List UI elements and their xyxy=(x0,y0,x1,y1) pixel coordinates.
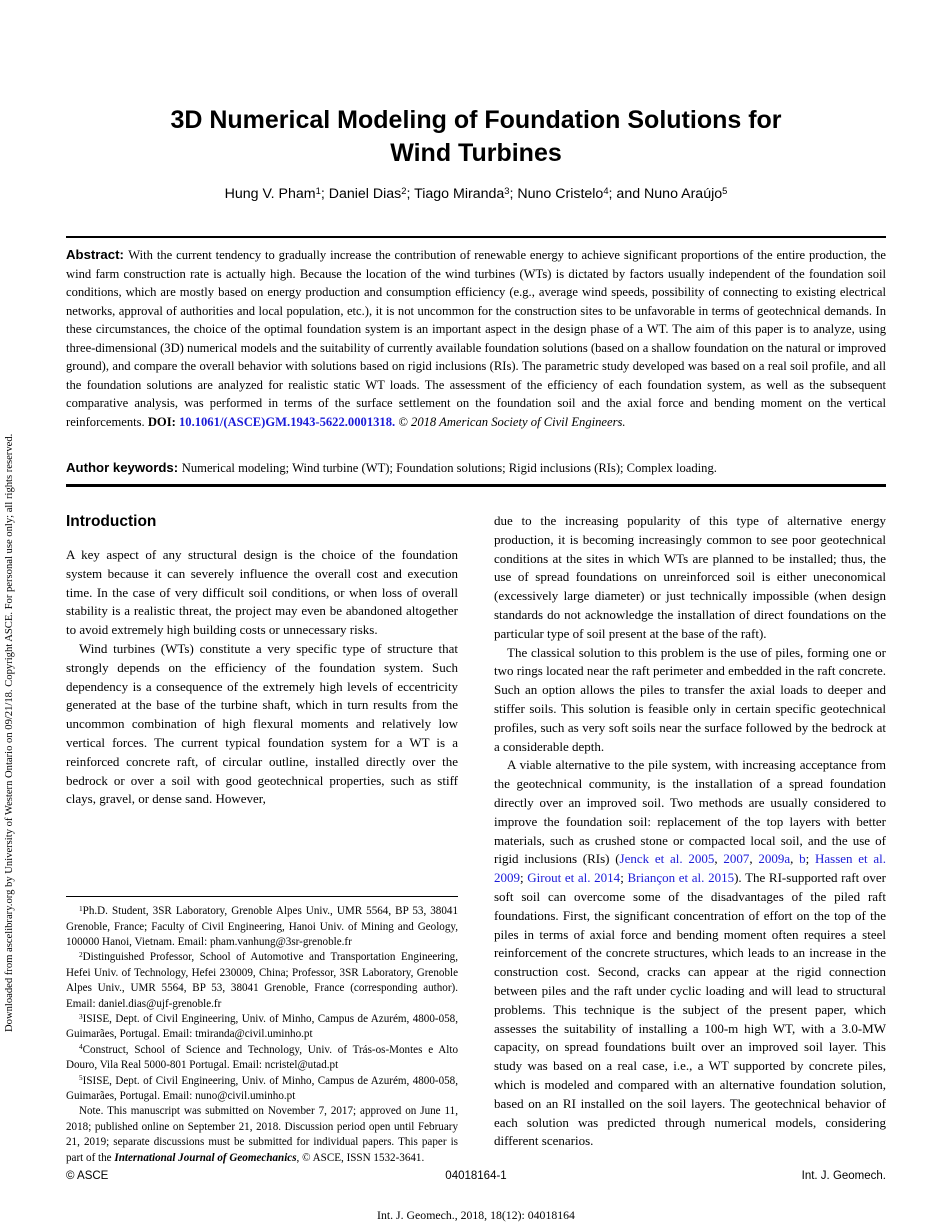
citation-line: Int. J. Geomech., 2018, 18(12): 04018164 xyxy=(377,1208,575,1222)
intro-paragraph-2: Wind turbines (WTs) constitute a very specific type of structure that strongly depends on the efficiency of the foundation system. Such dependency is a consequence of the extremely high levels of eccentricity generated at the base of the turbine shaft, which in turn results from the uncommon combination of high flexural moments and relatively low vertical forces. The current typical foundation system for a WT is a reinforced concrete raft, of circular outline, installed directly over the bedrock or over a soil with good geotechnical properties, such as stiff clays, gravel, or dense sand. However, xyxy=(66,640,458,807)
superscript: 3 xyxy=(79,1011,83,1021)
divider-below-keywords xyxy=(66,484,886,487)
text-run: ; xyxy=(805,851,815,867)
footnote-2 xyxy=(66,950,458,1012)
text-run: International Journal of Geomechanics xyxy=(114,1151,297,1164)
text-run: , xyxy=(714,851,724,867)
footnote-4 xyxy=(66,1043,458,1074)
footer-page-number: 04018164-1 xyxy=(445,1170,507,1182)
text-run: ; xyxy=(620,870,628,886)
text-run: ; xyxy=(520,870,528,886)
text-run: © 2018 American Society of Civil Engineers. xyxy=(395,414,626,429)
section-heading-introduction: Introduction xyxy=(66,513,157,530)
footnote-3 xyxy=(66,1012,458,1043)
paper-title xyxy=(66,104,886,170)
text-run: A viable alternative to the pile system, with increasing acceptance from the geotechnical community, is the installation of a spread foundation directly over an improved soil. Two methods are usually considered to improve the foundation soil: replacement of the top layers with better materials, such as crushed stone or compacted local soil, and the use of rigid inclusions (RIs) ( xyxy=(494,757,886,867)
footnote-5 xyxy=(66,1074,458,1105)
page-footer xyxy=(66,1170,886,1186)
download-notice-sidebar: Downloaded from ascelibrary.org by University of Western Ontario on 09/21/18. Copyright ASCE. For personal use only; all rights reserved. xyxy=(4,433,15,1032)
citation-link[interactable]: Girout et al. 2014 xyxy=(527,870,621,886)
body-paragraph-classical-solution: The classical solution to this problem is the use of piles, forming one or two rings located near the raft perimeter and embedded in the raft concrete. Such an option allows the piles to transfer the axial loads to deeper and stiffer soils. This solution is feasible only in certain specific geotechnical profiles, such as very soft soils near the surface followed by the bedrock at a considerable depth. xyxy=(494,644,886,754)
text-run: Ph.D. Student, 3SR Laboratory, Grenoble Alpes Univ., UMR 5564, BP 53, 38041 Grenoble, France; Faculty of Civil Engineering, Hanoi Univ. of Mining and Geology, 100000 Hanoi, Vietnam. Email: pham.vanhung@3sr-grenoble.fr xyxy=(66,905,458,948)
footnotes-block xyxy=(66,896,458,1166)
text-run: DOI: xyxy=(147,414,179,429)
left-column xyxy=(66,512,458,809)
citation-link[interactable]: 2007 xyxy=(723,851,750,867)
text-run: ISISE, Dept. of Civil Engineering, Univ. of Minho, Campus de Azurém, 4800-058, Guimarães, Portugal. Email: nuno@civil.uminho.pt xyxy=(66,1074,458,1102)
text-run: Distinguished Professor, School of Automotive and Transportation Engineering, Hefei Univ. of Technology, Hefei 230009, China; Professor, 3SR Laboratory, Grenoble Alpes Univ., UMR 5564, BP 53, 38041 Grenoble, France (corresponding author). Email: daniel.dias@ujf-grenoble.fr xyxy=(66,951,458,1010)
text-run: Hung V. Pham xyxy=(224,186,316,202)
abstract-paragraph xyxy=(66,246,886,431)
citation-link[interactable]: b xyxy=(799,851,806,867)
author-keywords xyxy=(66,459,886,477)
text-run: ; Tiago Miranda xyxy=(406,186,505,202)
footer-copyright: © ASCE xyxy=(66,1170,109,1182)
right-column xyxy=(494,512,886,1151)
text-run: Abstract: xyxy=(66,247,129,262)
superscript: 4 xyxy=(79,1042,83,1052)
superscript: 5 xyxy=(722,185,728,196)
text-run: , xyxy=(749,851,759,867)
text-run: ). The RI-supported raft over soft soil can overcome some of the disadvantages of the piled raft foundations. First, the significant concentration of effort on the top of the piles in terms of axial force and bending moment often requires a steel reinforcement of the concrete structures, which leads to an increase in the construction cost. Second, cracks can appear at the rigid connection between piles and the raft under cyclic loading and will lead to structural problems. This technique is the subject of the present paper, which assesses the suitability of installing a 100-m high WT, with a 3.0-MW capacity, on spread foundations built over an improved soil layer. This study was based on a real case, i.e., a WT supported by concrete piles, which is modeled and compared with an alternative foundation solution, based on an RI installed on the soil layers. The geotechnical behavior of each solution was predicted through numerical models, considering different scenarios. xyxy=(494,870,886,1149)
footnote-1 xyxy=(66,904,458,950)
citation-link[interactable]: 2009a xyxy=(758,851,791,867)
paper-title-line2: Wind Turbines xyxy=(390,139,562,167)
text-run: ; Daniel Dias xyxy=(320,186,402,202)
superscript: 3 xyxy=(504,185,510,196)
citation-link[interactable]: Jenck et al. 2005 xyxy=(619,851,715,867)
superscript: 2 xyxy=(401,185,407,196)
author-line xyxy=(66,186,886,202)
text-run: Numerical modeling; Wind turbine (WT); Foundation solutions; Rigid inclusions (RIs); Complex loading. xyxy=(181,461,717,475)
superscript: 2 xyxy=(79,950,83,960)
citation-link[interactable]: Hassen et al. 2009 xyxy=(494,851,887,886)
text-run: ISISE, Dept. of Civil Engineering, Univ. of Minho, Campus de Azurém, 4800-058, Guimarães, Portugal. Email: tmiranda@civil.uminho.pt xyxy=(66,1012,458,1041)
superscript: 4 xyxy=(603,185,609,196)
manuscript-note xyxy=(66,1104,458,1166)
superscript: 1 xyxy=(79,903,83,913)
body-paragraph-rigid-inclusions xyxy=(494,756,886,1151)
divider-above-abstract xyxy=(66,236,886,238)
citation-link[interactable]: Briançon et al. 2015 xyxy=(627,870,735,886)
footer-journal-name: Int. J. Geomech. xyxy=(801,1170,886,1182)
citation-link[interactable]: 10.1061/(ASCE)GM.1943-5622.0001318. xyxy=(178,414,396,429)
text-run: With the current tendency to gradually increase the contribution of renewable energy to achieve significant proportions of the entire production, the wind farm construction rate is actually high. Because the location of the wind turbines (WTs) is dictated by factors usually independent of the foundation soil conditions, which are mostly based on energy production and consumption efficiency (e.g., average wind speeds, possibility of connecting to existing electrical networks, approval of authorities and local population, etc.), it is not uncommon for the construction sites to be unfavorable in terms of geotechnical demands. In these circumstances, the choice of the optimal foundation system is an important aspect in the design phase of a WT. The aim of this paper is to analyze, using three-dimensional (3D) numerical models and the suitability of currently available foundation solutions (based on a shallow foundation on the natural or improved ground), and compare the overall behavior with solutions based on rigid inclusions (RIs). The parametric study developed was based on a real soil profile, and all the foundation solutions are analyzed for realistic static WT loads. The assessment of the efficiency of each foundation system, as well as the subsequent comparative analysis, was performed in terms of the surface settlement on the foundation soil and the axial force and bending moment on the vertical reinforcements. xyxy=(66,248,886,429)
keywords-block xyxy=(66,459,886,487)
text-run: Note. This manuscript was submitted on November 7, 2017; approved on June 11, 2018; published online on September 21, 2018. Discussion period open until February 21, 2019; separate discussions must be submitted for individual papers. This paper is part of the xyxy=(66,1105,458,1164)
paper-title-line1: 3D Numerical Modeling of Foundation Solutions for xyxy=(170,106,782,134)
text-run: Construct, School of Science and Technology, Univ. of Trás-os-Montes e Alto Douro, Vila Real 5000-801 Portugal. Email: ncristel@utad.pt xyxy=(66,1043,458,1072)
superscript: 1 xyxy=(315,185,321,196)
text-run: ; Nuno Cristelo xyxy=(509,186,604,202)
intro-paragraph-1: A key aspect of any structural design is the choice of the foundation system because it can severely influence the overall cost and execution time. In the case of very difficult soil conditions, or when loss of overall stability is a realistic threat, the project may even be abandoned altogether to avoid extremely high building costs or unnecessary risks. xyxy=(66,547,458,638)
text-run: ; and Nuno Araújo xyxy=(608,186,723,202)
body-paragraph-continued: due to the increasing popularity of this type of alternative energy production, it is becoming increasingly common to see poor geotechnical conditions at the sites in which WTs are planned to be installed; thus, the use of spread foundations on unreinforced soil is either uneconomical (excessively large diameter) or just technically impossible (when design standards do not acknowledge the installation of direct foundations on the particular type of soil present at the base of the raft). xyxy=(494,513,886,641)
text-run: , © ASCE, ISSN 1532-3641. xyxy=(296,1151,425,1164)
text-run: Author keywords: xyxy=(66,460,182,475)
superscript: 5 xyxy=(79,1073,83,1083)
text-run: , xyxy=(790,851,800,867)
